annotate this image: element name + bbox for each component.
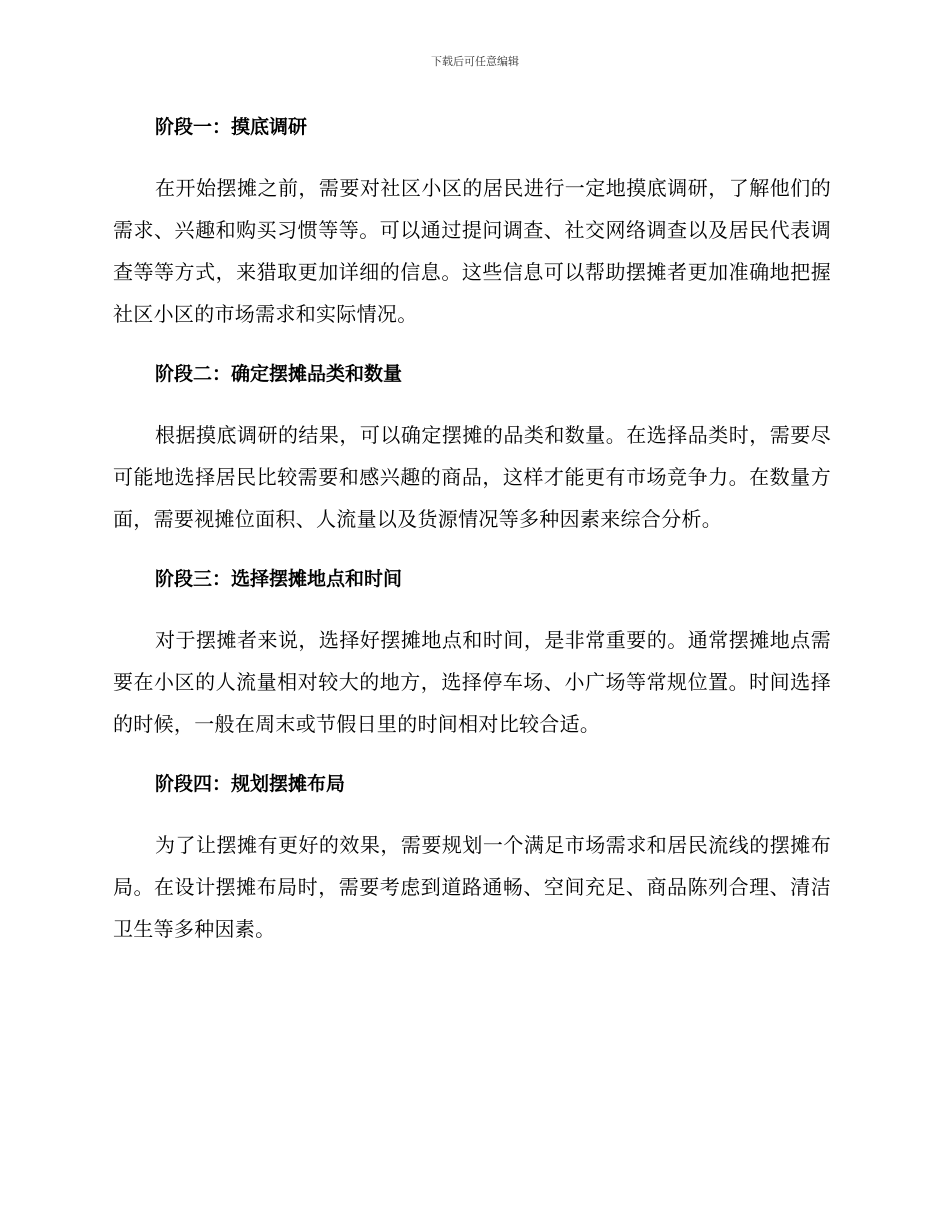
document-body <box>113 112 831 974</box>
section-heading: 阶段三：选择摆摊地点和时间 <box>155 568 403 590</box>
section-stage-1 <box>113 112 831 335</box>
section-paragraph: 根据摸底调研的结果，可以确定摆摊的品类和数量。在选择品类时，需要尽可能地选择居民比较需要和感兴趣的商品，这样才能更有市场竞争力。在数量方面，需要视摊位面积、人流量以及货源情况等多种因素来综合分析。 <box>113 423 831 531</box>
section-stage-2 <box>113 359 831 540</box>
page-header: 下载后可任意编辑 <box>431 55 519 68</box>
section-heading: 阶段一：摸底调研 <box>155 116 308 138</box>
section-stage-3 <box>113 564 831 745</box>
section-stage-4 <box>113 769 831 950</box>
section-heading: 阶段二：确定摆摊品类和数量 <box>155 363 403 385</box>
section-paragraph: 为了让摆摊有更好的效果，需要规划一个满足市场需求和居民流线的摆摊布局。在设计摆摊布局时，需要考虑到道路通畅、空间充足、商品陈列合理、清洁卫生等多种因素。 <box>113 833 831 941</box>
section-heading: 阶段四：规划摆摊布局 <box>155 773 346 795</box>
section-paragraph: 在开始摆摊之前，需要对社区小区的居民进行一定地摸底调研，了解他们的需求、兴趣和购买习惯等等。可以通过提问调查、社交网络调查以及居民代表调查等等方式，来猎取更加详细的信息。这些信息可以帮助摆摊者更加准确地把握社区小区的市场需求和实际情况。 <box>113 176 831 326</box>
section-paragraph: 对于摆摊者来说，选择好摆摊地点和时间，是非常重要的。通常摆摊地点需要在小区的人流量相对较大的地方，选择停车场、小广场等常规位置。时间选择的时候，一般在周末或节假日里的时间相对比较合适。 <box>113 628 831 736</box>
